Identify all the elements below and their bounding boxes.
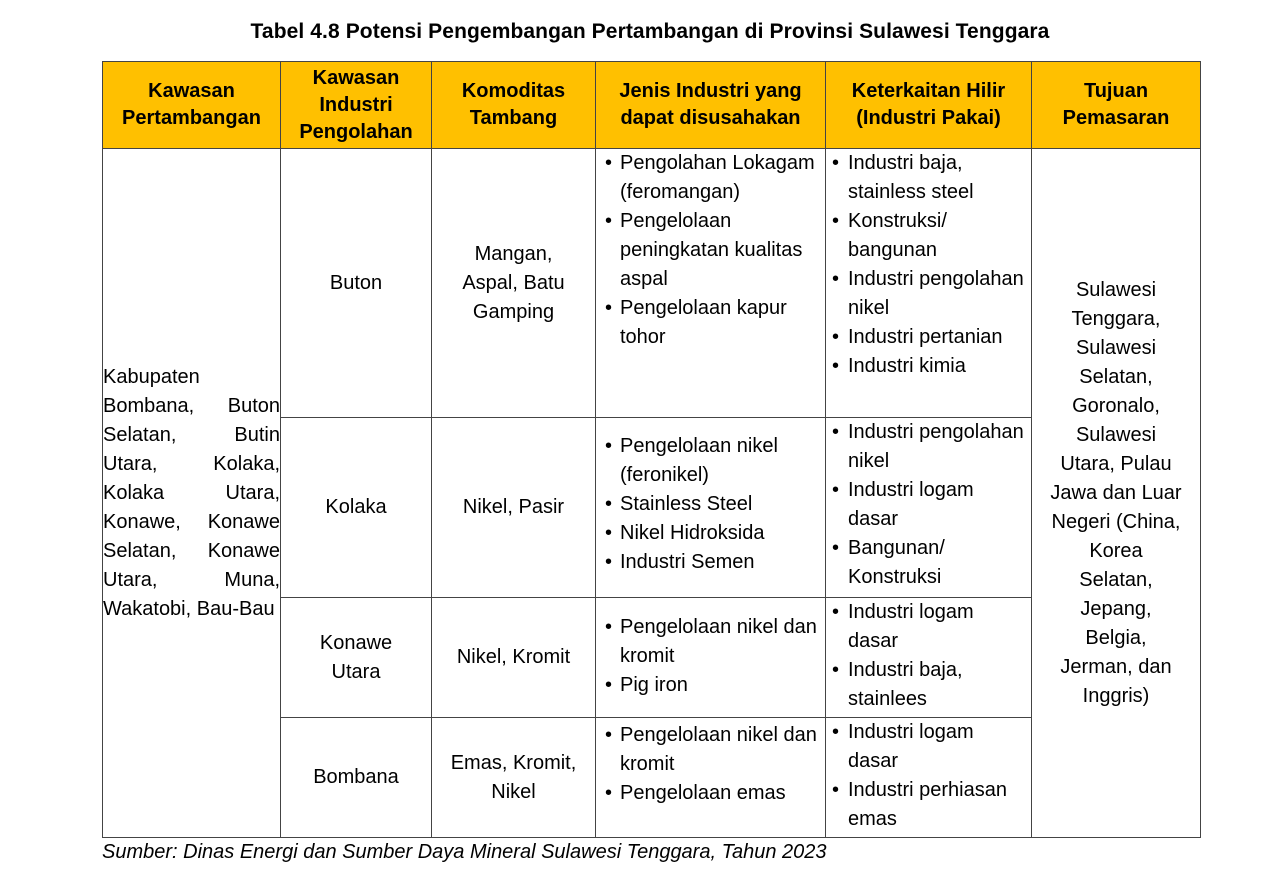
jenis-industri-list: [596, 721, 825, 808]
jenis-industri-list: [596, 149, 825, 352]
header-kawasan-pertambangan: Kawasan Pertambangan: [103, 62, 281, 149]
jenis-industri-cell: [596, 418, 826, 598]
tujuan-pemasaran-cell: Sulawesi Tenggara, Sulawesi Selatan, Goronalo, Sulawesi Utara, Pulau Jawa dan Luar Negeri (China, Korea Selatan, Jepang, Belgia, Jerman, dan Inggris): [1032, 149, 1201, 838]
keterkaitan-hilir-list: [826, 418, 1031, 592]
keterkaitan-hilir-cell: [826, 718, 1032, 838]
list-item: • Pig iron: [596, 671, 825, 700]
header-jenis-industri: Jenis Industri yang dapat disusahakan: [596, 62, 826, 149]
list-item: • Industri perhiasan emas: [826, 776, 1031, 834]
list-item: • Pengelolaan nikel dan kromit: [596, 613, 825, 671]
komoditas-cell: Mangan, Aspal, Batu Gamping: [432, 149, 596, 418]
list-item: • Industri pertanian: [826, 323, 1031, 352]
list-item: • Pengelolaan emas: [596, 779, 825, 808]
header-kawasan-industri: Kawasan Industri Pengolahan: [281, 62, 432, 149]
list-item: • Pengelolaan nikel (feronikel): [596, 432, 825, 490]
komoditas-cell: Nikel, Pasir: [432, 418, 596, 598]
list-item: • Pengelolaan kapur tohor: [596, 294, 825, 352]
keterkaitan-hilir-cell: [826, 418, 1032, 598]
list-item: • Pengelolaan nikel dan kromit: [596, 721, 825, 779]
mining-potential-table: [102, 61, 1201, 838]
list-item: • Industri baja, stainless steel: [826, 149, 1031, 207]
header-keterkaitan-hilir: Keterkaitan Hilir (Industri Pakai): [826, 62, 1032, 149]
header-tujuan-pemasaran: Tujuan Pemasaran: [1032, 62, 1201, 149]
jenis-industri-cell: [596, 149, 826, 418]
kawasan-industri-cell: Bombana: [281, 718, 432, 838]
kawasan-industri-cell: Konawe Utara: [281, 598, 432, 718]
keterkaitan-hilir-list: [826, 598, 1031, 714]
list-item: • Industri logam dasar: [826, 476, 1031, 534]
komoditas-cell: Nikel, Kromit: [432, 598, 596, 718]
keterkaitan-hilir-list: [826, 149, 1031, 381]
list-item: • Pengolahan Lokagam (feromangan): [596, 149, 825, 207]
jenis-industri-list: [596, 432, 825, 577]
kawasan-industri-cell: Kolaka: [281, 418, 432, 598]
kawasan-pertambangan-cell: Kabupaten Bombana, Buton Selatan, Butin Utara, Kolaka, Kolaka Utara, Konawe, Konawe Selatan, Konawe Utara, Muna, Wakatobi, Bau-Bau: [103, 149, 281, 838]
keterkaitan-hilir-list: [826, 718, 1031, 834]
list-item: • Bangunan/ Konstruksi: [826, 534, 1031, 592]
list-item: • Nikel Hidroksida: [596, 519, 825, 548]
jenis-industri-cell: [596, 598, 826, 718]
list-item: • Konstruksi/ bangunan: [826, 207, 1031, 265]
komoditas-cell: Emas, Kromit, Nikel: [432, 718, 596, 838]
keterkaitan-hilir-cell: [826, 149, 1032, 418]
list-item: • Industri baja, stainlees: [826, 656, 1031, 714]
source-caption: Sumber: Dinas Energi dan Sumber Daya Mineral Sulawesi Tenggara, Tahun 2023: [102, 841, 827, 863]
list-item: • Industri Semen: [596, 548, 825, 577]
list-item: • Industri pengolahan nikel: [826, 265, 1031, 323]
list-item: • Industri kimia: [826, 352, 1031, 381]
table-title: Tabel 4.8 Potensi Pengembangan Pertambangan di Provinsi Sulawesi Tenggara: [250, 20, 1050, 43]
header-komoditas: Komoditas Tambang: [432, 62, 596, 149]
list-item: • Industri pengolahan nikel: [826, 418, 1031, 476]
header-row: [103, 62, 1201, 149]
jenis-industri-list: [596, 613, 825, 700]
list-item: • Industri logam dasar: [826, 718, 1031, 776]
kawasan-industri-cell: Buton: [281, 149, 432, 418]
table-row: [103, 149, 1201, 418]
list-item: • Pengelolaan peningkatan kualitas aspal: [596, 207, 825, 294]
list-item: • Industri logam dasar: [826, 598, 1031, 656]
jenis-industri-cell: [596, 718, 826, 838]
list-item: • Stainless Steel: [596, 490, 825, 519]
keterkaitan-hilir-cell: [826, 598, 1032, 718]
